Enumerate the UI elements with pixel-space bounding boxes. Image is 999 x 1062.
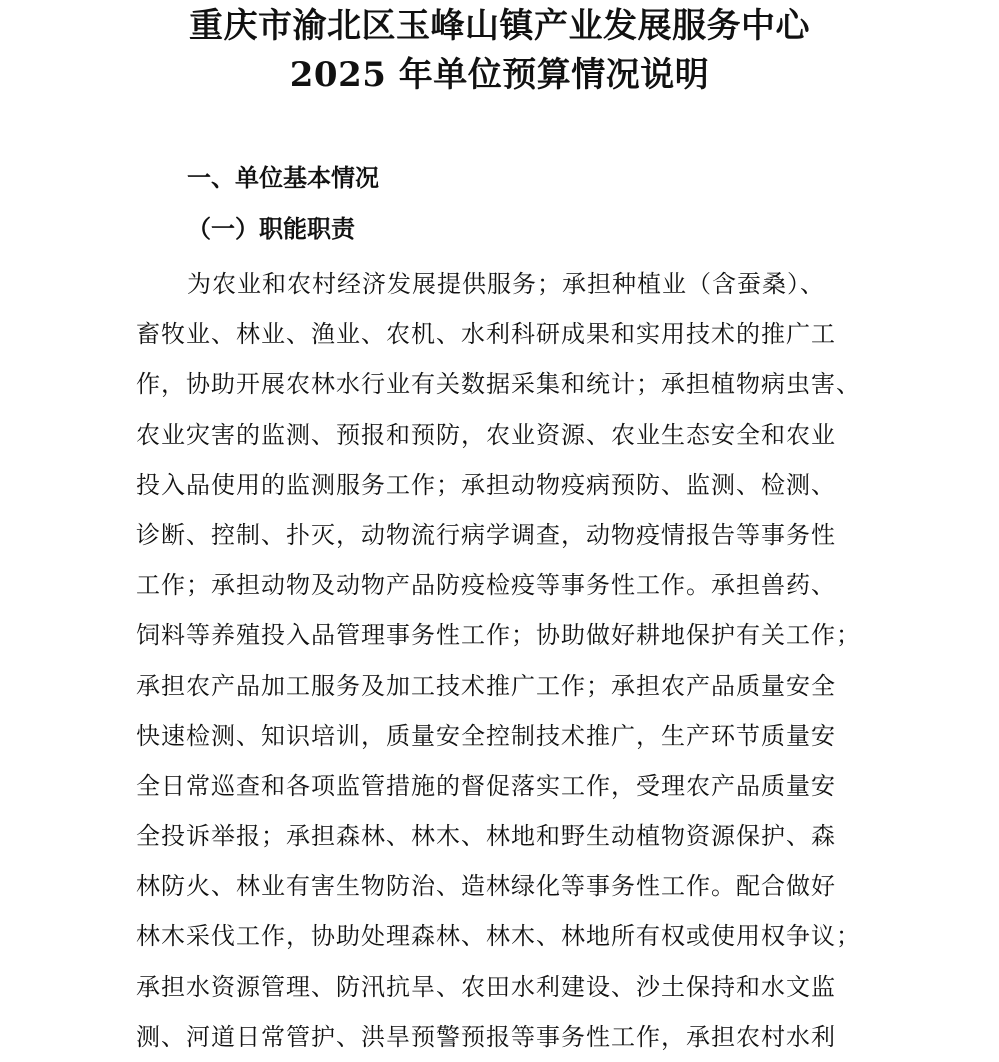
document-title-line-2: 2025 年单位预算情况说明	[289, 55, 710, 95]
paragraph-line: 全日常巡查和各项监管措施的督促落实工作，受理农产品质量安	[136, 771, 836, 800]
paragraph-line: 为农业和农村经济发展提供服务；承担种植业（含蚕桑）、	[187, 270, 825, 298]
paragraph-line: 饲料等养殖投入品管理事务性工作；协助做好耕地保护有关工作；	[136, 621, 861, 650]
paragraph-line: 快速检测、知识培训，质量安全控制技术推广，生产环节质量安	[136, 721, 836, 750]
paragraph-line: 承担水资源管理、防汛抗旱、农田水利建设、沙土保持和水文监	[136, 972, 836, 1001]
paragraph-line: 投入品使用的监测服务工作；承担动物疫病预防、监测、检测、	[136, 470, 836, 499]
paragraph-line: 工作；承担动物及动物产品防疫检疫等事务性工作。承担兽药、	[136, 571, 836, 600]
section-heading: 一、单位基本情况	[187, 164, 379, 192]
paragraph-line: 全投诉举报；承担森林、林木、林地和野生动植物资源保护、森	[136, 822, 836, 851]
paragraph-line: 测、河道日常管护、洪旱预警预报等事务性工作，承担农村水利	[136, 1022, 836, 1051]
paragraph-line: 林防火、林业有害生物防治、造林绿化等事务性工作。配合做好	[136, 872, 836, 901]
paragraph-line: 承担农产品加工服务及加工技术推广工作；承担农产品质量安全	[136, 671, 836, 700]
paragraph-line: 林木采伐工作，协助处理森林、林木、林地所有权或使用权争议；	[136, 922, 861, 951]
document-title-line-1: 重庆市渝北区玉峰山镇产业发展服务中心	[189, 6, 810, 46]
paragraph-line: 农业灾害的监测、预报和预防，农业资源、农业生态安全和农业	[136, 420, 836, 449]
paragraph-line: 作，协助开展农林水行业有关数据采集和统计；承担植物病虫害、	[136, 370, 861, 399]
subsection-heading: （一）职能职责	[187, 214, 355, 243]
paragraph-line: 畜牧业、林业、渔业、农机、水利科研成果和实用技术的推广工	[136, 320, 836, 349]
body-paragraph	[136, 259, 896, 1062]
paragraph-line: 诊断、控制、扑灭，动物流行病学调查，动物疫情报告等事务性	[136, 520, 836, 549]
